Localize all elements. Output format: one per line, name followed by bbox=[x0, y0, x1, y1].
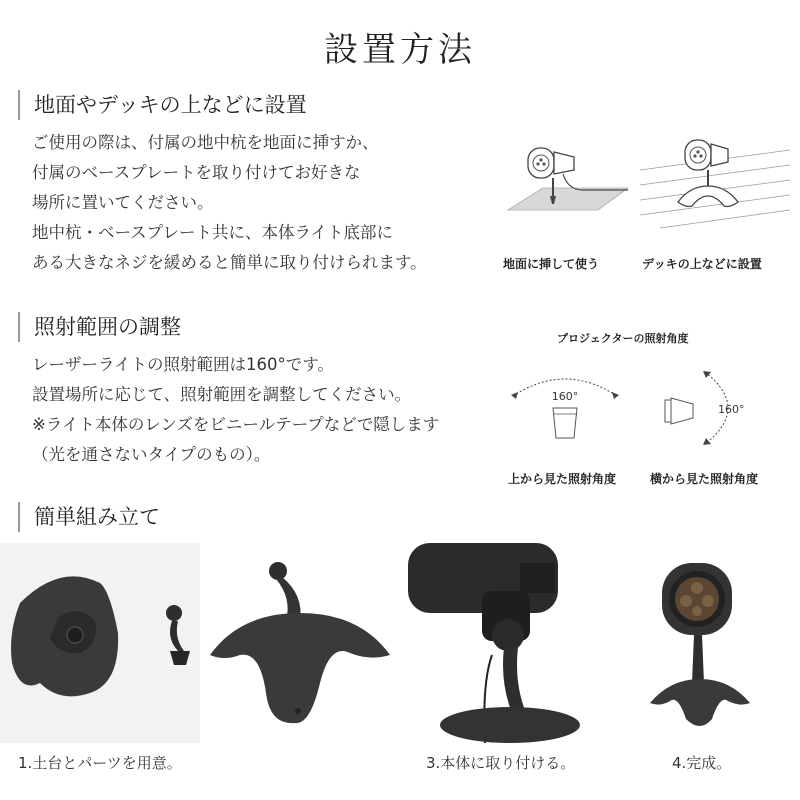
section-heading-installation: 地面やデッキの上などに設置 bbox=[18, 90, 307, 120]
text-line: 付属のベースプレートを取り付けてお好きな bbox=[32, 163, 361, 182]
top-view-angle-diagram bbox=[505, 368, 625, 453]
caption-side-view: 横から見た照射角度 bbox=[650, 472, 759, 486]
text-line: ご使用の際は、付属の地中杭を地面に挿すか、 bbox=[32, 133, 379, 152]
section-heading-assembly: 簡単組み立て bbox=[18, 502, 160, 532]
side-view-angle-label: 160° bbox=[718, 403, 745, 416]
installation-description bbox=[32, 128, 427, 278]
photo-completed bbox=[600, 543, 800, 743]
caption-ground-use: 地面に挿して使う bbox=[503, 257, 600, 271]
caption-top-view: 上から見た照射角度 bbox=[508, 472, 617, 486]
text-line: 地中杭・ベースプレート共に、本体ライト底部に bbox=[32, 223, 394, 242]
section-heading-beam-range: 照射範囲の調整 bbox=[18, 312, 181, 342]
diagram-title: プロジェクターの照射角度 bbox=[557, 332, 689, 345]
step-caption-4: 4.完成。 bbox=[672, 754, 732, 772]
beam-range-description bbox=[32, 350, 439, 470]
deck-base-illustration bbox=[640, 130, 790, 230]
side-view-angle-diagram bbox=[655, 368, 775, 453]
text-line: 場所に置いてください。 bbox=[32, 193, 214, 212]
top-view-angle-label: 160° bbox=[551, 390, 579, 403]
step-caption-3: 3.本体に取り付ける。 bbox=[426, 754, 576, 772]
text-line: （光を通さないタイプのもの）。 bbox=[32, 445, 271, 464]
caption-deck-use: デッキの上などに設置 bbox=[642, 257, 762, 271]
photo-attach-to-body bbox=[400, 543, 600, 743]
text-line: レーザーライトの照射範囲は160°です。 bbox=[32, 355, 334, 374]
text-line: ある大きなネジを緩めると簡単に取り付けられます。 bbox=[32, 253, 427, 272]
text-line: ※ライト本体のレンズをビニールテープなどで隠します bbox=[32, 415, 440, 434]
step-caption-1: 1.土台とパーツを用意。 bbox=[18, 754, 182, 772]
text-line: 設置場所に応じて、照射範囲を調整してください。 bbox=[32, 385, 412, 404]
photo-base-with-arm bbox=[200, 543, 400, 743]
ground-stake-illustration bbox=[488, 130, 638, 230]
photo-base-and-parts bbox=[0, 543, 200, 743]
page-title: 設置方法 bbox=[324, 30, 476, 70]
